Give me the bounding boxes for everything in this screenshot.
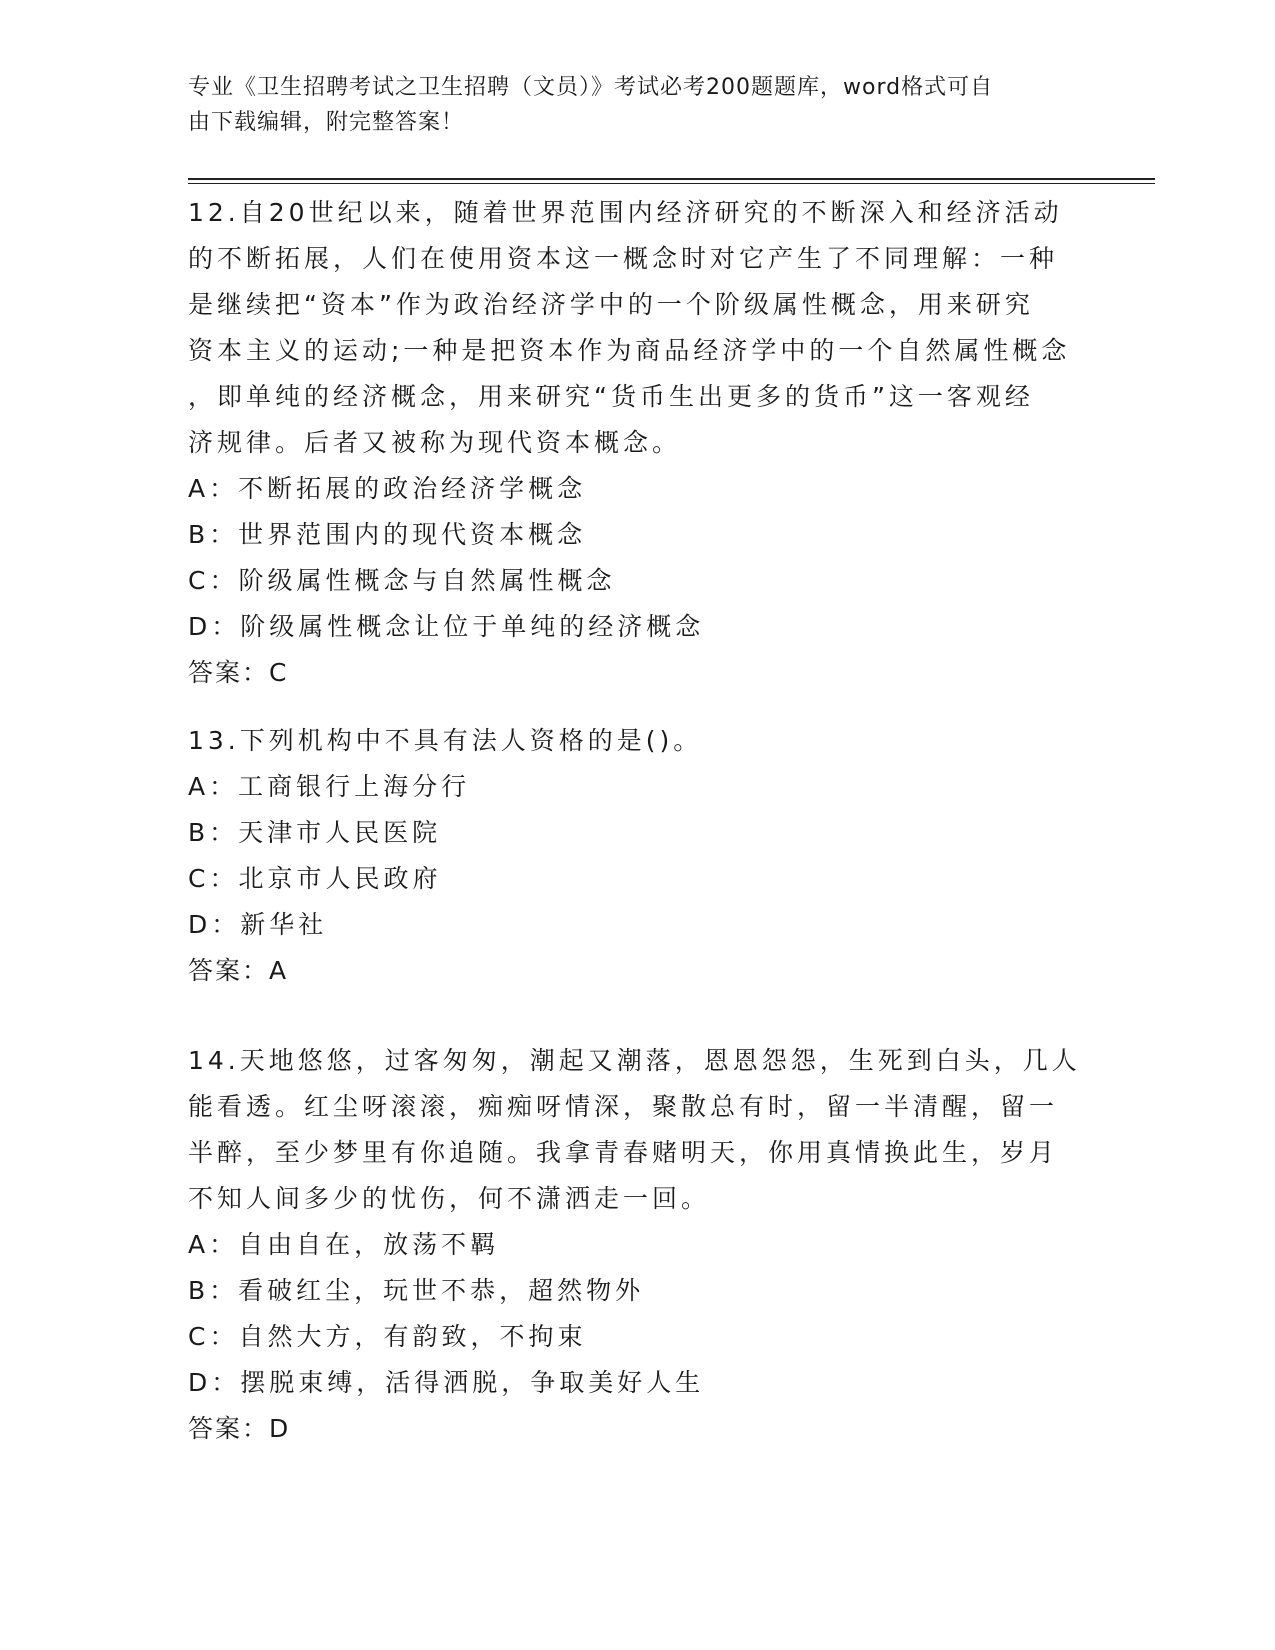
answer: 答案：D [188,1414,291,1443]
question-text-line: 资本主义的运动;一种是把资本作为商品经济学中的一个自然属性概念 [188,336,1071,365]
question-text-line: 能看透。红尘呀滚滚，痴痴呀情深，聚散总有时，留一半清醒，留一 [188,1092,1059,1121]
header-line-1: 专业《卫生招聘考试之卫生招聘（文员）》考试必考200题题库，word格式可自 [188,75,994,100]
option-b: B：天津市人民医院 [188,818,442,847]
option-b: B：看破红尘，玩世不恭，超然物外 [188,1276,645,1305]
option-d: D：阶级属性概念让位于单纯的经济概念 [188,612,705,641]
option-c: C：自然大方，有韵致，不拘束 [188,1322,587,1351]
question-text-line: 13.下列机构中不具有法人资格的是()。 [188,726,703,755]
option-a: A：工商银行上海分行 [188,772,471,801]
question-14 [188,1038,1081,1452]
header-divider-thin [188,183,1155,184]
header-divider-thick [188,178,1155,180]
option-a: A：自由自在，放荡不羁 [188,1230,500,1259]
option-d: D：摆脱束缚，活得洒脱，争取美好人生 [188,1368,705,1397]
question-text-line: 的不断拓展，人们在使用资本这一概念时对它产生了不同理解：一种 [188,244,1059,273]
answer: 答案：A [188,956,289,985]
option-c: C：北京市人民政府 [188,864,442,893]
option-a: A：不断拓展的政治经济学概念 [188,474,587,503]
question-text-line: 济规律。后者又被称为现代资本概念。 [188,428,682,457]
answer: 答案：C [188,658,289,687]
header-line-2: 由下载编辑，附完整答案！ [188,110,465,135]
question-text-line: 14.天地悠悠，过客匆匆，潮起又潮落，恩恩怨怨，生死到白头，几人 [188,1046,1081,1075]
question-text-line: 是继续把“资本”作为政治经济学中的一个阶级属性概念，用来研究 [188,290,1034,319]
option-c: C：阶级属性概念与自然属性概念 [188,566,616,595]
option-b: B：世界范围内的现代资本概念 [188,520,587,549]
question-text-line: 半醉，至少梦里有你追随。我拿青春赌明天，你用真情换此生，岁月 [188,1138,1059,1167]
question-text-line: ，即单纯的经济概念，用来研究“货币生出更多的货币”这一客观经 [188,382,1034,411]
document-header [188,70,1068,140]
question-12 [188,190,1070,696]
question-text-line: 不知人间多少的忧伤，何不潇洒走一回。 [188,1184,711,1213]
question-text-line: 12.自20世纪以来，随着世界范围内经济研究的不断深入和经济活动 [188,198,1063,227]
option-d: D：新华社 [188,910,328,939]
question-13 [188,718,702,994]
